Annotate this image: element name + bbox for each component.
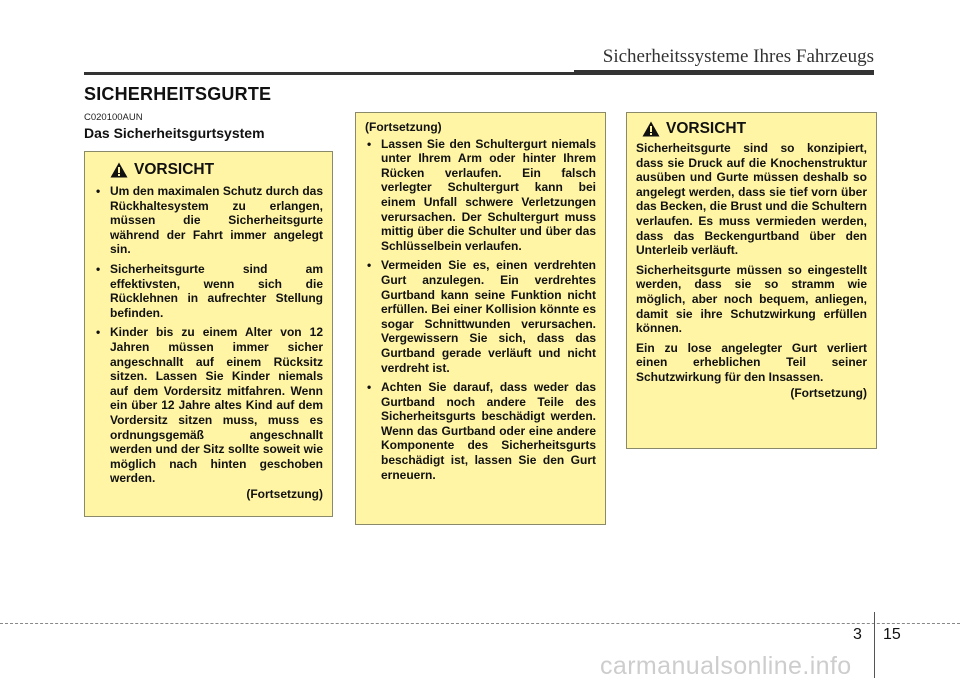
continued-label: (Fortsetzung) [790, 385, 867, 400]
caution-heading: VORSICHT [666, 119, 747, 137]
chapter-number: 3 [853, 626, 862, 643]
warning-triangle-icon [110, 162, 128, 178]
caution-paragraph: Sicherheitsgurte müssen so eingestellt werden, dass sie so stramm wie möglich, aber noch bequem, anliegen, damit sie ihre Schutzwirkung erfüllen können. [636, 262, 867, 336]
page-divider [874, 612, 875, 678]
caution-paragraph: Ein zu lose angelegter Gurt verliert einen erheblichen Teil seiner Schutzwirkung für den Insassen. [636, 340, 867, 384]
caution-list [94, 184, 323, 486]
watermark: carmanualsonline.info [600, 652, 852, 680]
list-item: • Um den maximalen Schutz durch das Rückhaltesystem zu erlangen, müssen die Sicherheitsgurte während der Fahrt immer angelegt sin. [94, 184, 323, 257]
caution-heading: VORSICHT [134, 160, 215, 178]
caution-paragraph: Sicherheitsgurte sind so konzipiert, dass sie Druck auf die Knochenstruktur ausüben und Gurte müssen deshalb so angelegt werden, dass sie tief vorn über das Becken, die Brust und die Schultern verlaufen. Es muss vermieden werden, dass das Beckengurtband über den Unterleib verläuft. [636, 141, 867, 258]
list-item: • Sicherheitsgurte sind am effektivsten, wenn sich die Rücklehnen in aufrechter Stellung befinden. [94, 262, 323, 320]
continued-label: (Fortsetzung) [246, 486, 323, 501]
header-title: Sicherheitssysteme Ihres Fahrzeugs [602, 46, 874, 67]
document-code: C020100AUN [84, 112, 143, 123]
section-title: SICHERHEITSGURTE [84, 84, 272, 104]
caution-box-1 [84, 151, 333, 517]
list-item: • Kinder bis zu einem Alter von 12 Jahren müssen immer sicher angeschnallt auf einem Rücksitz sitzen. Lassen Sie Kinder niemals auf dem Vordersitz mitfahren. Wenn ein über 12 Jahre altes Kind auf dem Vordersitz sitzen muss, muss es ordnungsgemäß angeschnallt werden und der Sitz sollte soweit wie möglich nach hinten geschoben werden. [94, 325, 323, 486]
caution-box-2 [355, 112, 606, 525]
page-number: 15 [883, 626, 901, 643]
subsection-title: Das Sicherheitsgurtsystem [84, 125, 265, 141]
caution-header [642, 121, 867, 137]
continued-label: (Fortsetzung) [365, 120, 442, 134]
warning-triangle-icon [642, 121, 660, 137]
caution-list [365, 137, 596, 483]
footer-rule [0, 623, 960, 624]
list-item: • Vermeiden Sie es, einen verdrehten Gurt anzulegen. Ein verdrehtes Gurtband kann seine Funktion nicht erfüllen. Bei einer Kollision könnte es sogar Schnittwunden verursachen. Vergewissern Sie sich, dass das Gurtband gerade verläuft und nicht verdreht ist. [365, 258, 596, 375]
caution-header [110, 162, 323, 178]
caution-box-3 [626, 112, 877, 449]
list-item: • Achten Sie darauf, dass weder das Gurtband noch andere Teile des Sicherheitsgurts beschädigt werden. Wenn das Gurtband oder eine andere Komponente des Sicherheitsgurts beschädigt ist, lassen Sie den Gurt erneuern. [365, 380, 596, 482]
header-rule [84, 72, 874, 75]
list-item: • Lassen Sie den Schultergurt niemals unter Ihrem Arm oder hinter Ihrem Rücken verlaufen. Ein falsch verlegter Schultergurt kann bei einem Unfall schwere Verletzungen verursachen. Der Schultergurt muss mittig über die Schulter und über das Schlüsselbein verlaufen. [365, 137, 596, 254]
